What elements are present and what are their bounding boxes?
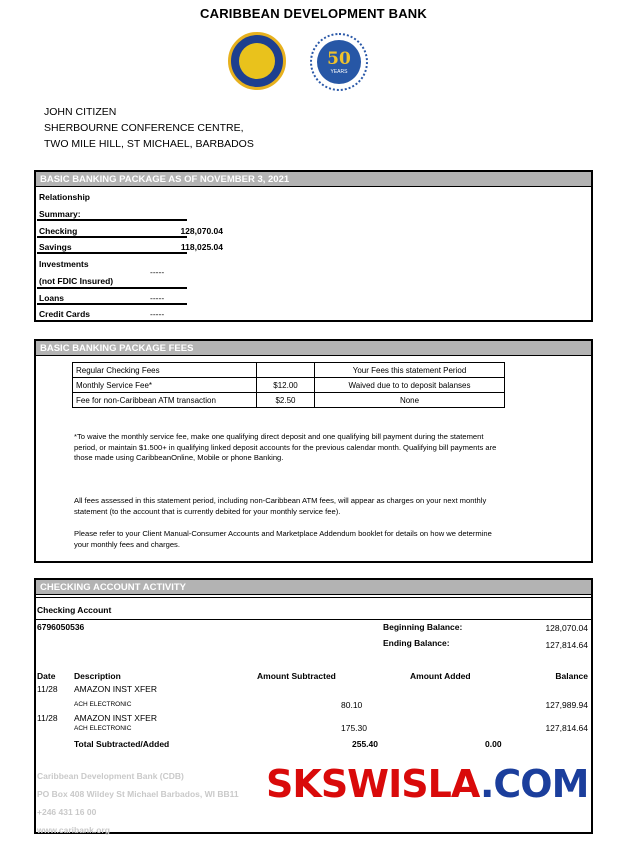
fees-table-row bbox=[73, 363, 505, 378]
divider bbox=[37, 236, 187, 238]
package-summary-header: BASIC BANKING PACKAGE AS OF NOVEMBER 3, 2021 bbox=[36, 172, 591, 187]
fees-cell: Your Fees this statement Period bbox=[315, 363, 505, 378]
total-subtracted: 255.40 bbox=[352, 739, 378, 749]
credit-cards-value: ----- bbox=[150, 309, 165, 319]
account-number: 6796050536 bbox=[37, 622, 85, 632]
col-date: Date bbox=[37, 671, 56, 681]
txn-sub: ACH ELECTRONIC bbox=[74, 701, 132, 708]
txn-amount-subtracted: 175.30 bbox=[341, 723, 367, 733]
txn-date: 11/28 bbox=[37, 713, 58, 723]
footer-line-2: PO Box 408 Wildey St Michael Barbados, WI BB11 bbox=[37, 789, 239, 799]
fees-cell bbox=[257, 363, 315, 378]
fifty-years-logo bbox=[310, 33, 368, 91]
divider bbox=[37, 303, 187, 305]
package-summary-section: BASIC BANKING PACKAGE AS OF NOVEMBER 3, 2021 Relationship Summary: Checking 128,070.04 Savings 118,025.04 Investments ----- (not FDIC Insured) Loans ----- Credit Cards ----- bbox=[34, 170, 593, 322]
txn-sub: ACH ELECTRONIC bbox=[74, 725, 132, 732]
summary-row-savings: Savings 118,025.04 bbox=[39, 242, 223, 252]
col-amount-added: Amount Added bbox=[410, 671, 471, 681]
txn-balance: 127,814.64 bbox=[545, 723, 588, 733]
summary-row-relationship: Relationship bbox=[39, 192, 91, 202]
summary-row-investments: Investments bbox=[39, 259, 89, 269]
package-fees-header: BASIC BANKING PACKAGE FEES bbox=[36, 341, 591, 356]
summary-row-not-fdic: (not FDIC Insured) bbox=[39, 276, 114, 286]
fees-cell: Monthly Service Fee* bbox=[73, 378, 257, 393]
divider bbox=[36, 619, 591, 620]
cdb-logo-map bbox=[239, 43, 275, 79]
bank-footer bbox=[37, 767, 239, 839]
col-balance: Balance bbox=[555, 671, 588, 681]
fee-waiver-note: *To waive the monthly service fee, make one qualifying direct deposit and one qualifying bill payment during the statement period, or maintain $1.500+ in qualifying linked deposit accounts for the previous calendar month. Qualifying bill payments are those made using CaribbeanOnline, Mobile or phone Banking. bbox=[74, 432, 497, 462]
bank-title: CARIBBEAN DEVELOPMENT BANK bbox=[200, 6, 427, 21]
watermark-part-1: SKSWISLA bbox=[266, 762, 480, 806]
summary-row-credit-cards: Credit Cards ----- bbox=[39, 309, 165, 319]
fifty-number: 50 bbox=[327, 49, 351, 69]
fees-cell: $2.50 bbox=[257, 393, 315, 408]
footer-line-3: +246 431 16 00 bbox=[37, 807, 97, 817]
col-description: Description bbox=[74, 671, 121, 681]
ending-balance-label: Ending Balance: bbox=[383, 638, 450, 648]
txn-description: AMAZON INST XFER bbox=[74, 713, 157, 723]
txn-description: AMAZON INST XFER bbox=[74, 684, 157, 694]
total-added: 0.00 bbox=[485, 739, 502, 749]
cdb-logo bbox=[228, 32, 286, 90]
fees-cell: None bbox=[315, 393, 505, 408]
years-label: YEARS bbox=[330, 69, 348, 75]
checking-activity-header: CHECKING ACCOUNT ACTIVITY bbox=[36, 580, 591, 595]
col-amount-subtracted: Amount Subtracted bbox=[257, 671, 336, 681]
fee-assessment-note: All fees assessed in this statement period, including non-Caribbean ATM fees, will appear as charges on your next monthly statement (to the account that is currently debited for your monthly service fee). bbox=[74, 496, 487, 516]
divider bbox=[37, 252, 187, 254]
divider bbox=[37, 287, 187, 289]
summary-row-summary: Summary: bbox=[39, 209, 81, 219]
txn-date: 11/28 bbox=[37, 684, 58, 694]
divider bbox=[36, 597, 591, 598]
txn-amount-subtracted: 80.10 bbox=[341, 700, 363, 710]
loans-value: ----- bbox=[150, 293, 165, 303]
ending-balance-value: 127,814.64 bbox=[545, 640, 588, 650]
fees-cell: Regular Checking Fees bbox=[73, 363, 257, 378]
address-line-1: SHERBOURNE CONFERENCE CENTRE, bbox=[44, 122, 244, 134]
footer-line-1: Caribbean Development Bank (CDB) bbox=[37, 771, 184, 781]
fees-table bbox=[72, 362, 505, 408]
beginning-balance-label: Beginning Balance: bbox=[383, 622, 463, 632]
fees-cell: Waived due to to deposit balanses bbox=[315, 378, 505, 393]
customer-address bbox=[44, 104, 254, 152]
customer-name: JOHN CITIZEN bbox=[44, 106, 117, 118]
address-line-2: TWO MILE HILL, ST MICHAEL, BARBADOS bbox=[44, 138, 254, 150]
footer-line-4: www.caribank.org bbox=[37, 825, 110, 835]
fees-table-row bbox=[73, 378, 505, 393]
savings-value: 118,025.04 bbox=[180, 242, 223, 252]
site-watermark bbox=[266, 762, 588, 806]
summary-row-checking: Checking 128,070.04 bbox=[39, 226, 223, 236]
divider bbox=[37, 219, 187, 221]
summary-row-loans: Loans ----- bbox=[39, 293, 165, 303]
fees-table-row bbox=[73, 393, 505, 408]
account-label: Checking Account bbox=[37, 605, 112, 615]
beginning-balance-value: 128,070.04 bbox=[545, 623, 588, 633]
checking-value: 128,070.04 bbox=[180, 226, 223, 236]
client-manual-note: Please refer to your Client Manual-Consumer Accounts and Marketplace Addendum booklet for details on how we determine your monthly fees and charges. bbox=[74, 529, 492, 549]
fees-cell: Fee for non-Caribbean ATM transaction bbox=[73, 393, 257, 408]
watermark-part-2: .COM bbox=[479, 762, 589, 806]
total-label: Total Subtracted/Added bbox=[74, 739, 170, 749]
fifty-years-disc bbox=[317, 40, 361, 84]
txn-balance: 127,989.94 bbox=[545, 700, 588, 710]
fees-cell: $12.00 bbox=[257, 378, 315, 393]
